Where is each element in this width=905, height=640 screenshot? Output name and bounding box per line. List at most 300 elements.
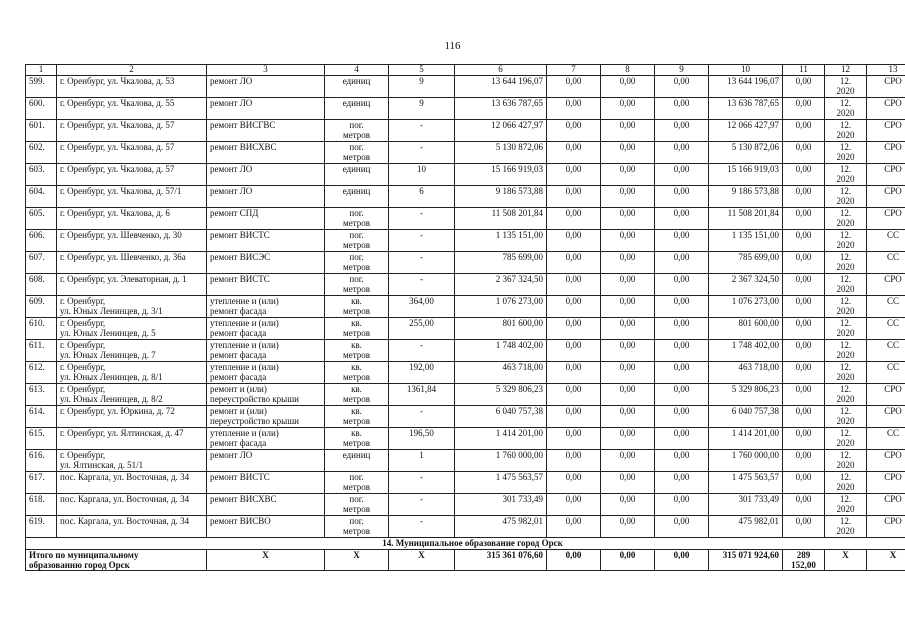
table-row — [26, 208, 905, 230]
owner-funds-cell: 15 166 919,03 — [709, 164, 783, 186]
total-cost-cell: 5 329 806,23 — [455, 384, 547, 406]
other-funds-cell: 0,00 — [783, 318, 825, 340]
address-cell: г. Оренбург, ул. Чкалова, д. 57 — [57, 164, 207, 186]
header-cell: 7 — [547, 65, 601, 76]
unit-cell: кв. метров — [325, 406, 389, 428]
total-cost-cell: 15 166 919,03 — [455, 164, 547, 186]
work-type-cell: ремонт ЛО — [207, 450, 325, 472]
quantity-cell: 9 — [389, 76, 455, 98]
fund-cell-8: 0,00 — [601, 76, 655, 98]
fund-cell-7: 0,00 — [547, 428, 601, 450]
work-type-cell: ремонт ЛО — [207, 98, 325, 120]
quantity-cell: - — [389, 274, 455, 296]
deadline-cell: 12. 2020 — [825, 274, 867, 296]
work-type-cell: ремонт и (или) переустройство крыши — [207, 384, 325, 406]
other-funds-cell: 0,00 — [783, 186, 825, 208]
owner-funds-cell: 11 508 201,84 — [709, 208, 783, 230]
deadline-cell: 12. 2020 — [825, 142, 867, 164]
work-type-cell: утепление и (или) ремонт фасада — [207, 362, 325, 384]
other-funds-cell: 0,00 — [783, 76, 825, 98]
total-cell: Х — [207, 550, 325, 571]
total-owner-funds: 315 071 924,60 — [709, 550, 783, 571]
total-cell: 0,00 — [655, 550, 709, 571]
fund-cell-9: 0,00 — [655, 142, 709, 164]
address-cell: г. Оренбург, ул. Шевченко, д. 36а — [57, 252, 207, 274]
header-cell: 13 — [867, 65, 905, 76]
unit-cell: пог. метров — [325, 208, 389, 230]
table-row — [26, 98, 905, 120]
deadline-cell: 12. 2020 — [825, 494, 867, 516]
section-title: 14. Муниципальное образование город Орск — [26, 538, 905, 550]
fund-cell-8: 0,00 — [601, 384, 655, 406]
total-other-funds: 289 152,00 — [783, 550, 825, 571]
table-row — [26, 362, 905, 384]
deadline-cell: 12. 2020 — [825, 472, 867, 494]
total-cell: Х — [867, 550, 905, 571]
work-type-cell: ремонт ЛО — [207, 76, 325, 98]
fund-cell-9: 0,00 — [655, 98, 709, 120]
address-cell: г. Оренбург, ул. Юных Ленинцев, д. 7 — [57, 340, 207, 362]
row-number: 616. — [26, 450, 57, 472]
row-number: 604. — [26, 186, 57, 208]
total-cost-cell: 301 733,49 — [455, 494, 547, 516]
address-cell: г. Оренбург, ул. Элеваторная, д. 1 — [57, 274, 207, 296]
table-row — [26, 142, 905, 164]
owner-funds-cell: 1 414 201,00 — [709, 428, 783, 450]
total-cost-cell: 13 644 196,07 — [455, 76, 547, 98]
fund-cell-7: 0,00 — [547, 252, 601, 274]
table-row — [26, 494, 905, 516]
table-row — [26, 318, 905, 340]
method-cell: СРО — [867, 208, 905, 230]
fund-cell-9: 0,00 — [655, 120, 709, 142]
fund-cell-9: 0,00 — [655, 406, 709, 428]
owner-funds-cell: 2 367 324,50 — [709, 274, 783, 296]
quantity-cell: 6 — [389, 186, 455, 208]
work-type-cell: утепление и (или) ремонт фасада — [207, 296, 325, 318]
deadline-cell: 12. 2020 — [825, 318, 867, 340]
header-row — [26, 65, 905, 76]
work-type-cell: ремонт ВИСГВС — [207, 120, 325, 142]
total-cost-cell: 5 130 872,06 — [455, 142, 547, 164]
fund-cell-9: 0,00 — [655, 450, 709, 472]
deadline-cell: 12. 2020 — [825, 164, 867, 186]
deadline-cell: 12. 2020 — [825, 98, 867, 120]
quantity-cell: 192,00 — [389, 362, 455, 384]
fund-cell-9: 0,00 — [655, 274, 709, 296]
fund-cell-7: 0,00 — [547, 494, 601, 516]
unit-cell: пог. метров — [325, 120, 389, 142]
deadline-cell: 12. 2020 — [825, 428, 867, 450]
fund-cell-7: 0,00 — [547, 142, 601, 164]
method-cell: СРО — [867, 76, 905, 98]
method-cell: СРО — [867, 142, 905, 164]
row-number: 602. — [26, 142, 57, 164]
row-number: 610. — [26, 318, 57, 340]
deadline-cell: 12. 2020 — [825, 450, 867, 472]
unit-cell: единиц — [325, 164, 389, 186]
unit-cell: кв. метров — [325, 428, 389, 450]
fund-cell-9: 0,00 — [655, 340, 709, 362]
deadline-cell: 12. 2020 — [825, 120, 867, 142]
capital-repair-table — [25, 64, 905, 571]
header-cell: 3 — [207, 65, 325, 76]
work-type-cell: ремонт ВИСТС — [207, 472, 325, 494]
page-number: 116 — [444, 40, 461, 52]
section-row — [26, 538, 905, 550]
work-type-cell: ремонт и (или) переустройство крыши — [207, 406, 325, 428]
table-row — [26, 516, 905, 538]
fund-cell-8: 0,00 — [601, 186, 655, 208]
unit-cell: кв. метров — [325, 362, 389, 384]
fund-cell-7: 0,00 — [547, 274, 601, 296]
method-cell: СРО — [867, 516, 905, 538]
deadline-cell: 12. 2020 — [825, 230, 867, 252]
row-number: 609. — [26, 296, 57, 318]
fund-cell-7: 0,00 — [547, 120, 601, 142]
unit-cell: пог. метров — [325, 494, 389, 516]
other-funds-cell: 0,00 — [783, 516, 825, 538]
fund-cell-7: 0,00 — [547, 406, 601, 428]
total-cell: Х — [325, 550, 389, 571]
address-cell: г. Оренбург, ул. Чкалова, д. 53 — [57, 76, 207, 98]
other-funds-cell: 0,00 — [783, 450, 825, 472]
owner-funds-cell: 13 636 787,65 — [709, 98, 783, 120]
fund-cell-8: 0,00 — [601, 340, 655, 362]
table-row — [26, 340, 905, 362]
owner-funds-cell: 13 644 196,07 — [709, 76, 783, 98]
quantity-cell: 255,00 — [389, 318, 455, 340]
fund-cell-7: 0,00 — [547, 384, 601, 406]
quantity-cell: 9 — [389, 98, 455, 120]
owner-funds-cell: 9 186 573,88 — [709, 186, 783, 208]
work-type-cell: ремонт ВИСХВС — [207, 142, 325, 164]
method-cell: СРО — [867, 494, 905, 516]
fund-cell-9: 0,00 — [655, 296, 709, 318]
quantity-cell: - — [389, 406, 455, 428]
fund-cell-7: 0,00 — [547, 450, 601, 472]
total-label: Итого по муниципальному образованию город Орск — [26, 550, 207, 571]
row-number: 599. — [26, 76, 57, 98]
work-type-cell: утепление и (или) ремонт фасада — [207, 318, 325, 340]
table-row — [26, 274, 905, 296]
quantity-cell: 10 — [389, 164, 455, 186]
owner-funds-cell: 5 130 872,06 — [709, 142, 783, 164]
total-cost-cell: 13 636 787,65 — [455, 98, 547, 120]
quantity-cell: - — [389, 516, 455, 538]
fund-cell-8: 0,00 — [601, 472, 655, 494]
fund-cell-7: 0,00 — [547, 164, 601, 186]
fund-cell-8: 0,00 — [601, 494, 655, 516]
work-type-cell: ремонт СПД — [207, 208, 325, 230]
row-number: 601. — [26, 120, 57, 142]
other-funds-cell: 0,00 — [783, 384, 825, 406]
fund-cell-7: 0,00 — [547, 98, 601, 120]
unit-cell: единиц — [325, 98, 389, 120]
unit-cell: кв. метров — [325, 318, 389, 340]
method-cell: СС — [867, 252, 905, 274]
address-cell: г. Оренбург, ул. Ялтинская, д. 47 — [57, 428, 207, 450]
fund-cell-8: 0,00 — [601, 406, 655, 428]
method-cell: СРО — [867, 450, 905, 472]
quantity-cell: - — [389, 472, 455, 494]
fund-cell-8: 0,00 — [601, 362, 655, 384]
unit-cell: кв. метров — [325, 384, 389, 406]
work-type-cell: ремонт ВИСВО — [207, 516, 325, 538]
fund-cell-9: 0,00 — [655, 186, 709, 208]
table-row — [26, 384, 905, 406]
total-cell: Х — [825, 550, 867, 571]
total-cell: 0,00 — [601, 550, 655, 571]
address-cell: г. Оренбург, ул. Юных Ленинцев, д. 3/1 — [57, 296, 207, 318]
method-cell: СС — [867, 340, 905, 362]
row-number: 615. — [26, 428, 57, 450]
quantity-cell: - — [389, 340, 455, 362]
fund-cell-8: 0,00 — [601, 318, 655, 340]
deadline-cell: 12. 2020 — [825, 252, 867, 274]
fund-cell-7: 0,00 — [547, 230, 601, 252]
header-cell: 10 — [709, 65, 783, 76]
deadline-cell: 12. 2020 — [825, 208, 867, 230]
table-row — [26, 450, 905, 472]
total-cost-cell: 1 760 000,00 — [455, 450, 547, 472]
unit-cell: пог. метров — [325, 252, 389, 274]
unit-cell: пог. метров — [325, 230, 389, 252]
row-number: 614. — [26, 406, 57, 428]
total-cost-cell: 463 718,00 — [455, 362, 547, 384]
address-cell: г. Оренбург, ул. Чкалова, д. 57 — [57, 142, 207, 164]
owner-funds-cell: 1 748 402,00 — [709, 340, 783, 362]
fund-cell-8: 0,00 — [601, 252, 655, 274]
other-funds-cell: 0,00 — [783, 164, 825, 186]
fund-cell-7: 0,00 — [547, 76, 601, 98]
method-cell: СС — [867, 296, 905, 318]
address-cell: пос. Каргала, ул. Восточная, д. 34 — [57, 516, 207, 538]
unit-cell: единиц — [325, 186, 389, 208]
row-number: 613. — [26, 384, 57, 406]
fund-cell-7: 0,00 — [547, 472, 601, 494]
address-cell: г. Оренбург, ул. Шевченко, д. 30 — [57, 230, 207, 252]
table-row — [26, 164, 905, 186]
method-cell: СРО — [867, 472, 905, 494]
unit-cell: единиц — [325, 450, 389, 472]
total-cell: 0,00 — [547, 550, 601, 571]
fund-cell-7: 0,00 — [547, 208, 601, 230]
method-cell: СС — [867, 362, 905, 384]
deadline-cell: 12. 2020 — [825, 340, 867, 362]
other-funds-cell: 0,00 — [783, 296, 825, 318]
total-cell: Х — [389, 550, 455, 571]
fund-cell-8: 0,00 — [601, 142, 655, 164]
owner-funds-cell: 785 699,00 — [709, 252, 783, 274]
method-cell: СРО — [867, 274, 905, 296]
fund-cell-9: 0,00 — [655, 230, 709, 252]
deadline-cell: 12. 2020 — [825, 186, 867, 208]
total-cost-cell: 11 508 201,84 — [455, 208, 547, 230]
total-cost-cell: 1 135 151,00 — [455, 230, 547, 252]
row-number: 618. — [26, 494, 57, 516]
method-cell: СС — [867, 428, 905, 450]
fund-cell-8: 0,00 — [601, 230, 655, 252]
table-row — [26, 406, 905, 428]
total-cost-cell: 1 414 201,00 — [455, 428, 547, 450]
other-funds-cell: 0,00 — [783, 494, 825, 516]
unit-cell: пог. метров — [325, 274, 389, 296]
deadline-cell: 12. 2020 — [825, 76, 867, 98]
quantity-cell: 196,50 — [389, 428, 455, 450]
other-funds-cell: 0,00 — [783, 208, 825, 230]
owner-funds-cell: 475 982,01 — [709, 516, 783, 538]
header-cell: 11 — [783, 65, 825, 76]
work-type-cell: утепление и (или) ремонт фасада — [207, 340, 325, 362]
header-cell: 2 — [57, 65, 207, 76]
table-row — [26, 428, 905, 450]
address-cell: г. Оренбург, ул. Юных Ленинцев, д. 8/1 — [57, 362, 207, 384]
address-cell: г. Оренбург, ул. Чкалова, д. 57/1 — [57, 186, 207, 208]
total-row — [26, 550, 905, 571]
row-number: 611. — [26, 340, 57, 362]
work-type-cell: ремонт ЛО — [207, 164, 325, 186]
total-cost-cell: 801 600,00 — [455, 318, 547, 340]
method-cell: СРО — [867, 164, 905, 186]
other-funds-cell: 0,00 — [783, 274, 825, 296]
row-number: 603. — [26, 164, 57, 186]
quantity-cell: - — [389, 120, 455, 142]
fund-cell-9: 0,00 — [655, 208, 709, 230]
method-cell: СРО — [867, 384, 905, 406]
quantity-cell: - — [389, 142, 455, 164]
fund-cell-9: 0,00 — [655, 384, 709, 406]
total-cost-cell: 1 475 563,57 — [455, 472, 547, 494]
quantity-cell: - — [389, 252, 455, 274]
unit-cell: пог. метров — [325, 472, 389, 494]
row-number: 605. — [26, 208, 57, 230]
header-cell: 9 — [655, 65, 709, 76]
method-cell: СРО — [867, 406, 905, 428]
total-cost-cell: 12 066 427,97 — [455, 120, 547, 142]
row-number: 619. — [26, 516, 57, 538]
unit-cell: пог. метров — [325, 142, 389, 164]
work-type-cell: ремонт ВИСТС — [207, 274, 325, 296]
fund-cell-7: 0,00 — [547, 318, 601, 340]
row-number: 617. — [26, 472, 57, 494]
other-funds-cell: 0,00 — [783, 428, 825, 450]
owner-funds-cell: 12 066 427,97 — [709, 120, 783, 142]
address-cell: г. Оренбург, ул. Ялтинская, д. 51/1 — [57, 450, 207, 472]
table-row — [26, 472, 905, 494]
quantity-cell: - — [389, 494, 455, 516]
total-cost-cell: 2 367 324,50 — [455, 274, 547, 296]
quantity-cell: 1 — [389, 450, 455, 472]
address-cell: г. Оренбург, ул. Чкалова, д. 55 — [57, 98, 207, 120]
method-cell: СРО — [867, 120, 905, 142]
owner-funds-cell: 463 718,00 — [709, 362, 783, 384]
row-number: 608. — [26, 274, 57, 296]
address-cell: г. Оренбург, ул. Чкалова, д. 57 — [57, 120, 207, 142]
other-funds-cell: 0,00 — [783, 252, 825, 274]
fund-cell-9: 0,00 — [655, 362, 709, 384]
unit-cell: пог. метров — [325, 516, 389, 538]
unit-cell: кв. метров — [325, 340, 389, 362]
total-cost-cell: 475 982,01 — [455, 516, 547, 538]
deadline-cell: 12. 2020 — [825, 516, 867, 538]
other-funds-cell: 0,00 — [783, 406, 825, 428]
fund-cell-8: 0,00 — [601, 450, 655, 472]
method-cell: СС — [867, 230, 905, 252]
fund-cell-9: 0,00 — [655, 428, 709, 450]
unit-cell: единиц — [325, 76, 389, 98]
address-cell: г. Оренбург, ул. Юных Ленинцев, д. 5 — [57, 318, 207, 340]
owner-funds-cell: 1 760 000,00 — [709, 450, 783, 472]
fund-cell-9: 0,00 — [655, 76, 709, 98]
deadline-cell: 12. 2020 — [825, 384, 867, 406]
row-number: 606. — [26, 230, 57, 252]
table-row — [26, 76, 905, 98]
fund-cell-8: 0,00 — [601, 296, 655, 318]
fund-cell-8: 0,00 — [601, 120, 655, 142]
header-cell: 8 — [601, 65, 655, 76]
other-funds-cell: 0,00 — [783, 98, 825, 120]
total-cost-cell: 1 076 273,00 — [455, 296, 547, 318]
address-cell: г. Оренбург, ул. Чкалова, д. 6 — [57, 208, 207, 230]
method-cell: СС — [867, 318, 905, 340]
fund-cell-8: 0,00 — [601, 98, 655, 120]
total-cost-cell: 1 748 402,00 — [455, 340, 547, 362]
quantity-cell: - — [389, 208, 455, 230]
fund-cell-9: 0,00 — [655, 252, 709, 274]
other-funds-cell: 0,00 — [783, 362, 825, 384]
fund-cell-9: 0,00 — [655, 494, 709, 516]
table-row — [26, 186, 905, 208]
header-cell: 6 — [455, 65, 547, 76]
method-cell: СРО — [867, 98, 905, 120]
owner-funds-cell: 5 329 806,23 — [709, 384, 783, 406]
fund-cell-7: 0,00 — [547, 516, 601, 538]
other-funds-cell: 0,00 — [783, 142, 825, 164]
owner-funds-cell: 301 733,49 — [709, 494, 783, 516]
row-number: 612. — [26, 362, 57, 384]
fund-cell-7: 0,00 — [547, 340, 601, 362]
method-cell: СРО — [867, 186, 905, 208]
address-cell: пос. Каргала, ул. Восточная, д. 34 — [57, 472, 207, 494]
address-cell: г. Оренбург, ул. Юных Ленинцев, д. 8/2 — [57, 384, 207, 406]
address-cell: г. Оренбург, ул. Юркина, д. 72 — [57, 406, 207, 428]
fund-cell-9: 0,00 — [655, 318, 709, 340]
other-funds-cell: 0,00 — [783, 120, 825, 142]
other-funds-cell: 0,00 — [783, 472, 825, 494]
header-cell: 4 — [325, 65, 389, 76]
total-cost-cell: 9 186 573,88 — [455, 186, 547, 208]
header-cell: 12 — [825, 65, 867, 76]
header-cell: 5 — [389, 65, 455, 76]
deadline-cell: 12. 2020 — [825, 296, 867, 318]
deadline-cell: 12. 2020 — [825, 362, 867, 384]
work-type-cell: ремонт ВИСТС — [207, 230, 325, 252]
fund-cell-8: 0,00 — [601, 164, 655, 186]
fund-cell-8: 0,00 — [601, 274, 655, 296]
fund-cell-8: 0,00 — [601, 428, 655, 450]
work-type-cell: ремонт ЛО — [207, 186, 325, 208]
row-number: 600. — [26, 98, 57, 120]
work-type-cell: ремонт ВИСЭС — [207, 252, 325, 274]
header-cell: 1 — [26, 65, 57, 76]
fund-cell-7: 0,00 — [547, 362, 601, 384]
total-cost-cell: 785 699,00 — [455, 252, 547, 274]
total-cost: 315 361 076,60 — [455, 550, 547, 571]
owner-funds-cell: 6 040 757,38 — [709, 406, 783, 428]
total-cost-cell: 6 040 757,38 — [455, 406, 547, 428]
quantity-cell: 1361,84 — [389, 384, 455, 406]
